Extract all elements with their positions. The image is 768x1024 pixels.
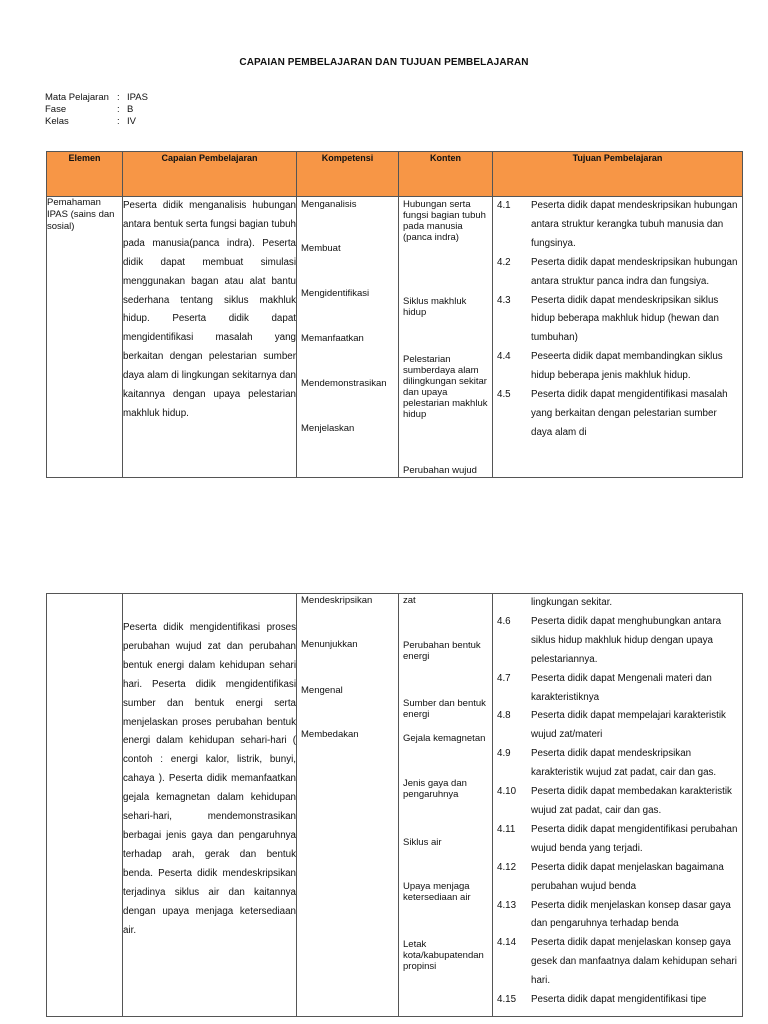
tujuan-number: 4.14: [497, 937, 517, 949]
tujuan-number: 4.12: [497, 861, 517, 873]
elemen-cell-empty: [47, 594, 123, 1017]
meta-value: B: [127, 104, 134, 115]
konten-item: Gejala kemagnetan: [403, 733, 486, 744]
tujuan-number: 4.6: [497, 615, 511, 627]
kompetensi-item: Menjelaskan: [301, 423, 355, 434]
konten-item: Hubungan serta fungsi bagian tubuh pada manusia (panca indra): [403, 199, 486, 243]
meta-value: IV: [127, 116, 136, 127]
meta-sep: :: [117, 104, 120, 115]
tujuan-item: [493, 821, 742, 859]
tujuan-item: [493, 897, 742, 935]
kompetensi-item: Membuat: [301, 243, 341, 254]
kompetensi-item: Membedakan: [301, 729, 359, 740]
tujuan-text: Peserta didik dapat menjelaskan konsep gaya gesek dan manfaatnya dalam kehidupan sehari hari.: [531, 937, 737, 987]
tujuan-number: 4.8: [497, 710, 511, 722]
learning-outcomes-table-page-2: [46, 593, 743, 1017]
page-title: CAPAIAN PEMBELAJARAN DAN TUJUAN PEMBELAJARAN: [239, 57, 529, 68]
header-konten: Konten: [399, 152, 493, 197]
kompetensi-item: Menunjukkan: [301, 639, 358, 650]
tujuan-item: [493, 613, 742, 670]
kompetensi-item: Mendeskripsikan: [301, 595, 373, 606]
konten-item: Jenis gaya dan pengaruhnya: [403, 778, 467, 800]
tujuan-item: [493, 594, 742, 613]
tujuan-text: Peserta didik dapat menjelaskan bagaimana perubahan wujud benda: [531, 861, 724, 892]
tujuan-text: Peserta didik dapat mendeskripsikan hubungan antara struktur panca indra dan fungsiya.: [531, 256, 738, 287]
tujuan-item: [493, 348, 742, 386]
tujuan-number: 4.4: [497, 351, 511, 363]
tujuan-list: [493, 197, 742, 443]
konten-item: Perubahan wujud: [403, 465, 477, 476]
tujuan-number: 4.2: [497, 256, 511, 268]
tujuan-item: [493, 991, 742, 1010]
header-capaian: Capaian Pembelajaran: [123, 152, 297, 197]
tujuan-number: 4.11: [497, 823, 516, 835]
meta-key: Kelas: [45, 116, 69, 127]
tujuan-item: [493, 292, 742, 349]
document-meta: [45, 92, 148, 128]
capaian-cell: Peserta didik menganalisis hubungan antara bentuk serta fungsi bagian tubuh pada manusia(panca indra). Peserta didik dapat membuat simulasi menggunakan bagan atau alat bantu sederhana tentang siklus makhluk hidup. Peserta didik dapat mengidentifikasi masalah yang berkaitan dengan pelestarian sumber daya alam di lingkungan sekitarnya dan kaitannya dengan upaya pelestarian makhluk hidup.: [123, 197, 297, 478]
tujuan-number: 4.13: [497, 899, 517, 911]
tujuan-number: 4.15: [497, 994, 517, 1006]
meta-row-phase: [45, 104, 148, 116]
tujuan-item: [493, 745, 742, 783]
tujuan-text: Peserta didik dapat mendeskripsikan karakteristik wujud zat padat, cair dan gas.: [531, 748, 717, 779]
tujuan-item: [493, 670, 742, 708]
tujuan-item: [493, 707, 742, 745]
tujuan-text: Peseerta didik dapat membandingkan siklus hidup beberapa jenis makhluk hidup.: [531, 351, 723, 382]
konten-cell: [399, 594, 493, 1017]
kompetensi-item: Menganalisis: [301, 199, 357, 210]
kompetensi-item: Mengidentifikasi: [301, 288, 370, 299]
kompetensi-item: Mengenal: [301, 685, 343, 696]
learning-outcomes-table-page-1: [46, 151, 743, 478]
tujuan-text: Peserta didik dapat mengidentifikasi tipe: [531, 994, 707, 1006]
meta-sep: :: [117, 92, 120, 103]
header-tujuan: Tujuan Pembelajaran: [493, 152, 743, 197]
tujuan-text: Peserta didik dapat mempelajari karakteristik wujud zat/materi: [531, 710, 726, 741]
tujuan-item: [493, 783, 742, 821]
tujuan-cell: [493, 197, 743, 478]
tujuan-text: Peserta didik dapat mengidentifikasi perubahan wujud benda yang terjadi.: [531, 823, 738, 854]
tujuan-text: lingkungan sekitar.: [531, 597, 613, 608]
konten-item: Letak kota/kabupatendan propinsi: [403, 939, 484, 972]
tujuan-text: Peserta didik dapat mendeskripsikan siklus hidup beberapa makhluk hidup (hewan dan tumbuhan): [531, 294, 719, 344]
capaian-cell: Peserta didik mengidentifikasi proses perubahan wujud zat dan perubahan bentuk energi dalam kehidupan sehari hari. Peserta didik mengidentifikasi sumber dan bentuk energi serta menjelaskan proses perubahan bentuk energi dalam kehidupan sehari-hari ( contoh : energi kalor, listrik, bunyi, cahaya ). Peserta didik memanfaatkan gejala kemagnetan dalam kehidupan sehari-hari, mendemonstrasikan berbagai jenis gaya dan pengaruhnya terhadap arah, gerak dan bentuk benda. Peserta didik mendeskripsikan terjadinya siklus air dan kaitannya dengan upaya menjaga ketersediaan air.: [123, 594, 297, 1017]
tujuan-text: Peserta didik dapat mengidentifikasi masalah yang berkaitan dengan pelestarian sumber daya alam di: [531, 389, 728, 438]
meta-key: Mata Pelajaran: [45, 92, 109, 103]
tujuan-number: 4.1: [497, 200, 511, 211]
konten-item: Siklus makhluk hidup: [403, 296, 467, 318]
konten-item: zat: [403, 595, 416, 606]
tujuan-text: Peserta didik dapat membedakan karakteristik wujud zat padat, cair dan gas.: [531, 786, 732, 816]
kompetensi-cell: [297, 594, 399, 1017]
meta-key: Fase: [45, 104, 67, 115]
tujuan-item: [493, 859, 742, 897]
header-kompetensi: Kompetensi: [297, 152, 399, 197]
konten-item: Perubahan bentuk energi: [403, 640, 481, 662]
tujuan-item: [493, 254, 742, 292]
kompetensi-item: Memanfaatkan: [301, 333, 364, 344]
tujuan-number: [493, 594, 531, 613]
konten-item: Pelestarian sumberdaya alam dilingkungan sekitar dan upaya pelestarian makhluk hidup: [403, 354, 488, 420]
tujuan-text: Peserta didik dapat Mengenali materi dan karakteristiknya: [531, 672, 712, 703]
tujuan-number: 4.3: [497, 294, 511, 306]
tujuan-number: 4.5: [497, 389, 511, 401]
meta-row-class: [45, 116, 148, 128]
tujuan-number: 4.7: [497, 672, 511, 684]
table-row: [47, 594, 743, 1017]
tujuan-item: [493, 197, 742, 254]
tujuan-text: Peserta didik dapat mendeskripsikan hubungan antara struktur kerangka tubuh manusia dan fungsinya.: [531, 200, 738, 249]
tujuan-number: 4.10: [497, 786, 517, 798]
table-row: [47, 197, 743, 478]
elemen-cell: Pemahaman IPAS (sains dan sosial): [47, 197, 123, 478]
tujuan-item: [493, 934, 742, 991]
tujuan-list: [493, 594, 742, 1010]
meta-row-subject: [45, 92, 148, 104]
meta-sep: :: [117, 116, 120, 127]
kompetensi-cell: [297, 197, 399, 478]
tujuan-text: Peserta didik dapat menghubungkan antara siklus hidup makhluk hidup dengan upaya pelestariannya.: [531, 615, 722, 665]
konten-cell: [399, 197, 493, 478]
kompetensi-item: Mendemonstrasikan: [301, 378, 387, 389]
konten-item: Upaya menjaga ketersediaan air: [403, 881, 471, 903]
table-header-row: [47, 152, 743, 197]
konten-item: Siklus air: [403, 837, 442, 848]
header-elemen: Elemen: [47, 152, 123, 197]
tujuan-item: [493, 386, 742, 443]
tujuan-text: Peserta didik menjelaskan konsep dasar gaya dan pengaruhnya terhadap benda: [531, 899, 731, 930]
tujuan-number: 4.9: [497, 748, 511, 760]
konten-item: Sumber dan bentuk energi: [403, 698, 486, 720]
meta-value: IPAS: [127, 92, 148, 103]
tujuan-cell: [493, 594, 743, 1017]
